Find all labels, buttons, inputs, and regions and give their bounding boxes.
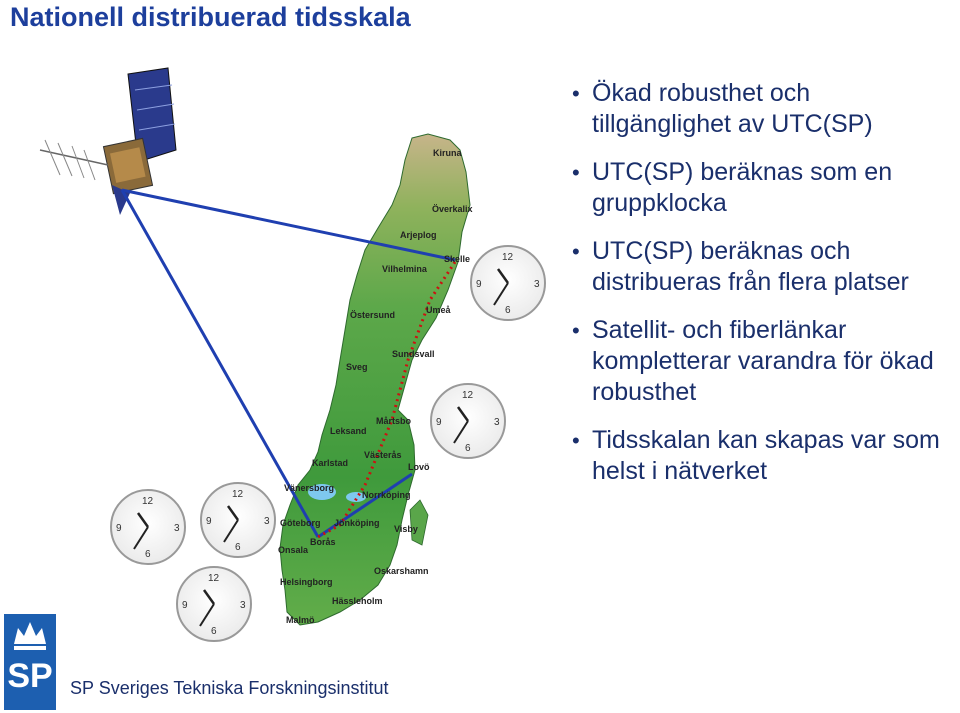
map-label: Arjeplog [400,230,437,240]
svg-text:9: 9 [476,279,482,290]
map-label: Onsala [278,545,309,555]
bullet-item [570,236,955,298]
sp-logo [4,614,56,710]
satellite-icon [40,68,176,215]
map-label: Malmö [286,615,315,625]
bullet-text: Satellit- och fiberlänkar kompletterar varandra för ökad robusthet [592,316,934,406]
map-label: Överkalix [432,204,473,214]
map-label: Umeå [426,305,451,315]
bullet-dot-icon: • [572,81,580,106]
logo-text: SP [7,657,53,695]
map-label: Sundsvall [392,349,435,359]
map-label: Norrköping [362,490,411,500]
svg-text:6: 6 [211,626,217,637]
bullet-dot-icon: • [572,160,580,185]
page-title: Nationell distribuerad tidsskala [10,2,411,32]
clock-icon [471,246,545,320]
svg-text:12: 12 [208,573,220,584]
map-label: Jönköping [334,518,380,528]
bullet-item [570,425,955,487]
svg-text:12: 12 [462,390,474,401]
clock-icon [201,483,275,557]
map-label: Karlstad [312,458,349,468]
svg-text:6: 6 [145,549,151,560]
svg-text:3: 3 [240,600,246,611]
map-label: Helsingborg [280,577,333,587]
svg-text:12: 12 [232,489,244,500]
svg-text:6: 6 [235,542,241,553]
svg-text:6: 6 [505,305,511,316]
map-label: Göteborg [280,518,321,528]
bullet-text: Ökad robusthet och tillgänglighet av UTC(SP) [592,79,873,138]
crown-icon [4,614,56,658]
map-label: Oskarshamn [374,566,429,576]
svg-text:9: 9 [116,523,122,534]
svg-text:9: 9 [182,600,188,611]
map-label: Vilhelmina [382,264,427,274]
clock-icon [431,384,505,458]
svg-text:12: 12 [502,252,514,263]
svg-text:3: 3 [174,523,180,534]
svg-text:12: 12 [142,496,154,507]
map-label: Lovö [408,462,430,472]
svg-text:9: 9 [206,516,212,527]
map-label: Hässleholm [332,596,383,606]
svg-text:6: 6 [465,443,471,454]
svg-text:9: 9 [436,417,442,428]
bullet-dot-icon: • [572,239,580,264]
bullet-dot-icon: • [572,318,580,343]
map-label: Mårtsbo [376,416,412,426]
svg-text:3: 3 [264,516,270,527]
svg-text:3: 3 [534,279,540,290]
map-label: Västerås [364,450,402,460]
footer-text: SP Sveriges Tekniska Forskningsinstitut [70,678,389,698]
bullet-text: Tidsskalan kan skapas var som helst i nätverket [592,426,940,485]
bullet-item [570,78,955,140]
clock-icon [111,490,185,564]
map-label: Borås [310,537,336,547]
map-label: Sveg [346,362,368,372]
clock-icon [177,567,251,641]
bullet-text: UTC(SP) beräknas som en gruppklocka [592,158,893,217]
bullet-dot-icon: • [572,428,580,453]
bullet-item [570,157,955,219]
map-label: Skelle [444,254,471,264]
map-label: Leksand [330,426,367,436]
bullet-list [570,78,955,504]
bullet-text: UTC(SP) beräknas och distribueras från flera platser [592,237,909,296]
map-label: Kiruna [433,148,462,158]
map-label: Östersund [350,310,396,320]
svg-text:3: 3 [494,417,500,428]
map-label: Vänersborg [284,483,335,493]
map-label: Visby [394,524,418,534]
bullet-item [570,315,955,408]
